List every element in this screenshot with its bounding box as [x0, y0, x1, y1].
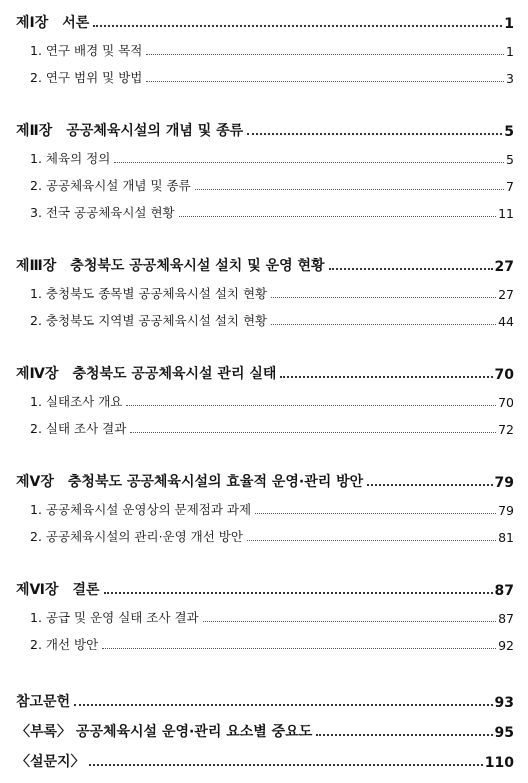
- page-number: 110: [484, 755, 514, 771]
- chapter-heading[interactable]: [16, 465, 514, 491]
- chapter-1: [16, 6, 514, 86]
- page-number: 72: [498, 422, 514, 437]
- section-label: 3. 전국 공공체육시설 현황: [30, 205, 175, 220]
- page-number: 1: [504, 16, 514, 32]
- dot-leader: [146, 81, 504, 82]
- questionnaire-entry[interactable]: [16, 741, 514, 771]
- chapter-2: [16, 114, 514, 221]
- references-entry[interactable]: [16, 681, 514, 711]
- chapter-label: 제Ⅲ장 충청북도 공공체육시설 설치 및 운영 현황: [16, 258, 325, 274]
- section-entry[interactable]: [16, 383, 514, 410]
- page-number: 5: [504, 124, 514, 140]
- page-number: 87: [498, 611, 514, 626]
- dot-leader: [104, 592, 493, 594]
- chapter-4: [16, 357, 514, 437]
- section-entry[interactable]: [16, 194, 514, 221]
- dot-leader: [130, 432, 496, 433]
- page-number: 79: [498, 503, 514, 518]
- section-entry[interactable]: [16, 275, 514, 302]
- dot-leader: [195, 189, 504, 190]
- section-label: 2. 개선 방안: [30, 637, 99, 652]
- chapter-heading[interactable]: [16, 573, 514, 599]
- dot-leader: [280, 376, 492, 378]
- chapter-label: 제Ⅰ장 서론: [16, 15, 90, 31]
- dot-leader: [203, 621, 496, 622]
- section-label: 2. 공공체육시설의 관리·운영 개선 방안: [30, 529, 243, 544]
- dot-leader: [114, 162, 504, 163]
- dot-leader: [329, 268, 493, 270]
- page-number: 93: [494, 695, 514, 711]
- section-entry[interactable]: [16, 167, 514, 194]
- dot-leader: [271, 324, 496, 325]
- section-entry[interactable]: [16, 59, 514, 86]
- dot-leader: [89, 764, 483, 766]
- table-of-contents: [16, 6, 514, 771]
- chapter-label: 제Ⅳ장 충청북도 공공체육시설 관리 실태: [16, 366, 277, 382]
- section-label: 1. 체육의 정의: [30, 151, 111, 166]
- appendix-entry[interactable]: [16, 711, 514, 741]
- back-matter: [16, 681, 514, 771]
- chapter-3: [16, 249, 514, 329]
- page-number: 7: [506, 179, 514, 194]
- section-label: 1. 충청북도 종목별 공공체육시설 설치 현황: [30, 286, 268, 301]
- page-number: 1: [506, 44, 514, 59]
- section-entry[interactable]: [16, 599, 514, 626]
- section-label: 1. 실태조사 개요: [30, 394, 123, 409]
- chapter-5: [16, 465, 514, 545]
- dot-leader: [247, 133, 502, 135]
- page-number: 87: [494, 583, 514, 599]
- section-entry[interactable]: [16, 410, 514, 437]
- entry-title: 〈부록〉 공공체육시설 운영·관리 요소별 중요도: [16, 724, 313, 740]
- section-label: 2. 실태 조사 결과: [30, 421, 127, 436]
- chapter-label: 제Ⅴ장 충청북도 공공체육시설의 효율적 운영·관리 방안: [16, 474, 364, 490]
- section-entry[interactable]: [16, 140, 514, 167]
- dot-leader: [367, 484, 492, 486]
- dot-leader: [74, 704, 492, 706]
- page-number: 95: [494, 725, 514, 741]
- page-number: 92: [498, 638, 514, 653]
- chapter-heading[interactable]: [16, 357, 514, 383]
- page-number: 81: [498, 530, 514, 545]
- chapter-heading[interactable]: [16, 249, 514, 275]
- chapter-label: 제Ⅵ장 결론: [16, 582, 100, 598]
- dot-leader: [179, 216, 496, 217]
- page-number: 11: [498, 206, 514, 221]
- section-entry[interactable]: [16, 518, 514, 545]
- section-label: 2. 연구 범위 및 방법: [30, 70, 143, 85]
- chapter-heading[interactable]: [16, 114, 514, 140]
- chapter-heading[interactable]: [16, 6, 514, 32]
- page-number: 5: [506, 152, 514, 167]
- dot-leader: [255, 513, 496, 514]
- page-number: 79: [494, 475, 514, 491]
- section-label: 2. 충청북도 지역별 공공체육시설 설치 현황: [30, 313, 268, 328]
- entry-title: 〈설문지〉: [16, 754, 85, 770]
- dot-leader: [102, 648, 496, 649]
- section-label: 1. 연구 배경 및 목적: [30, 43, 143, 58]
- dot-leader: [247, 540, 496, 541]
- chapter-6: [16, 573, 514, 653]
- section-entry[interactable]: [16, 491, 514, 518]
- page-number: 44: [498, 314, 514, 329]
- page-number: 27: [494, 259, 514, 275]
- dot-leader: [126, 405, 496, 406]
- section-entry[interactable]: [16, 32, 514, 59]
- dot-leader: [93, 25, 502, 27]
- section-entry[interactable]: [16, 626, 514, 653]
- section-label: 1. 공공체육시설 운영상의 문제점과 과제: [30, 502, 252, 517]
- entry-title: 참고문헌: [16, 694, 71, 710]
- page-number: 27: [498, 287, 514, 302]
- dot-leader: [271, 297, 496, 298]
- page-number: 3: [506, 71, 514, 86]
- section-label: 2. 공공체육시설 개념 및 종류: [30, 178, 191, 193]
- page-number: 70: [498, 395, 514, 410]
- section-entry[interactable]: [16, 302, 514, 329]
- page-number: 70: [494, 367, 514, 383]
- section-label: 1. 공급 및 운영 실태 조사 결과: [30, 610, 199, 625]
- dot-leader: [146, 54, 504, 55]
- chapter-label: 제Ⅱ장 공공체육시설의 개념 및 종류: [16, 123, 244, 139]
- dot-leader: [316, 734, 492, 736]
